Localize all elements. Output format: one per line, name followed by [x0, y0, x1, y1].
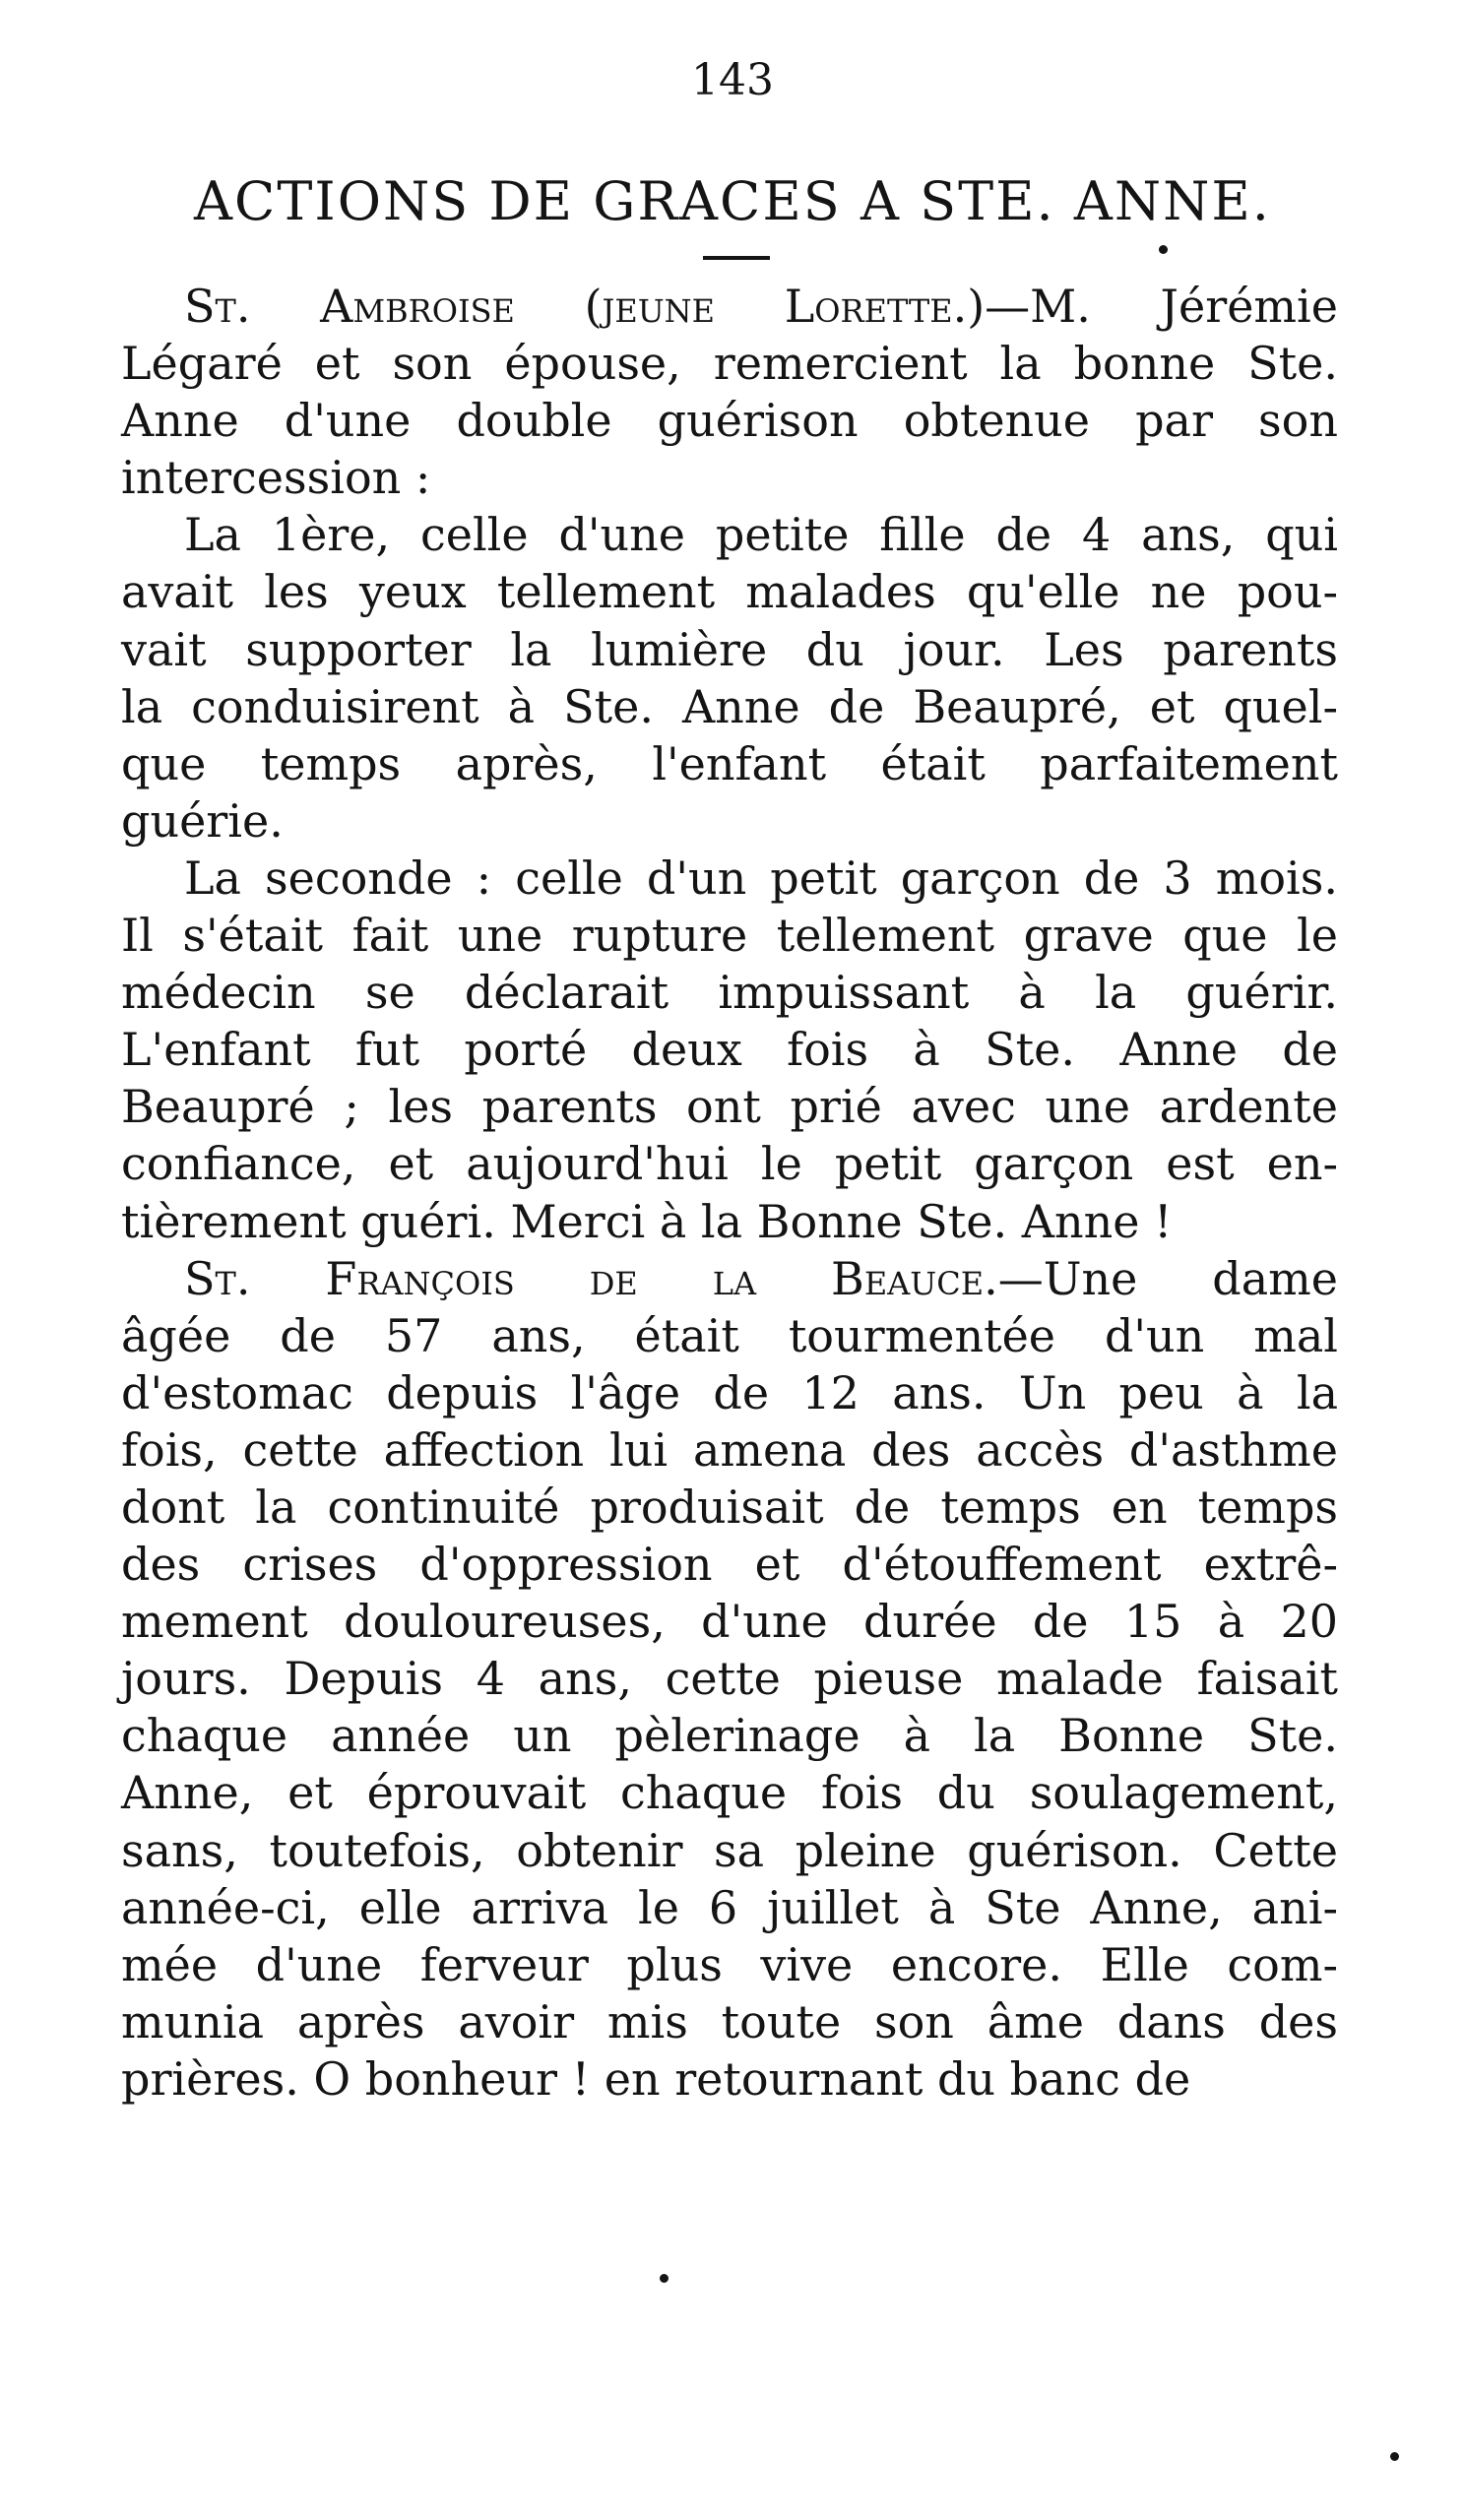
- line-text: que temps après, l'enfant était parfaitement: [121, 736, 1338, 790]
- text-line: [121, 1536, 1338, 1593]
- line-text: prières. O bonheur ! en retournant du banc de: [121, 2051, 1191, 2106]
- line-text: tièrement guéri. Merci à la Bonne Ste. Anne !: [121, 1194, 1173, 1248]
- line-text: médecin se déclarait impuissant à la guérir.: [121, 966, 1338, 1020]
- text-line: [121, 1879, 1338, 1936]
- text-line: [121, 678, 1338, 735]
- line-text: La seconde : celle d'un petit garçon de 3 mois.: [184, 850, 1338, 905]
- page-number: 143: [691, 55, 774, 105]
- line-text: Il s'était fait une rupture tellement grave que le: [121, 909, 1338, 963]
- text-line: [121, 1364, 1338, 1421]
- line-text: vait supporter la lumière du jour. Les parents: [121, 622, 1338, 676]
- text-line: [121, 964, 1338, 1021]
- line-text: intercession :: [121, 451, 431, 505]
- line-text: Anne d'une double guérison obtenue par son: [121, 394, 1338, 448]
- text-line: [121, 1936, 1338, 1993]
- text-line: [121, 1764, 1338, 1821]
- line-text: La 1ère, celle d'une petite fille de 4 ans, qui: [184, 508, 1338, 562]
- parish-name: St. François de la Beauce.: [184, 1251, 998, 1305]
- text-line: [121, 2050, 1338, 2108]
- line-text: d'estomac depuis l'âge de 12 ans. Un peu à la: [121, 1365, 1338, 1419]
- line-text: fois, cette affection lui amena des accès d'asthme: [121, 1422, 1338, 1477]
- line-text: sans, toutefois, obtenir sa pleine guérison. Cette: [121, 1823, 1338, 1877]
- print-speck: [1390, 2452, 1399, 2461]
- print-speck: [1159, 245, 1168, 254]
- text-line: [121, 1307, 1338, 1364]
- text-line: [121, 792, 1338, 850]
- print-speck: [660, 2274, 669, 2283]
- text-line: [121, 449, 1338, 506]
- paragraph: [121, 1250, 1338, 2108]
- line-text: la conduisirent à Ste. Anne de Beaupré, et quel-: [121, 679, 1338, 733]
- line-text: munia après avoir mis toute son âme dans des: [121, 1994, 1338, 2048]
- paragraph: [121, 850, 1338, 1250]
- line-text: mée d'une ferveur plus vive encore. Elle com-: [121, 1937, 1338, 1991]
- text-line: [121, 563, 1338, 620]
- text-line: [121, 1479, 1338, 1536]
- line-text: —M. Jérémie: [985, 280, 1338, 333]
- text-line: [121, 1250, 1338, 1307]
- text-line: [121, 1193, 1338, 1250]
- text-line: [121, 278, 1338, 335]
- text-line: [121, 506, 1338, 563]
- line-text: des crises d'oppression et d'étouffement extrê-: [121, 1538, 1338, 1592]
- line-text: mement douloureuses, d'une durée de 15 à 20: [121, 1595, 1338, 1649]
- page-title: ACTIONS DE GRACES A STE. ANNE.: [194, 170, 1271, 232]
- line-text: Beaupré ; les parents ont prié avec une ardente: [121, 1080, 1338, 1134]
- line-text: année-ci, elle arriva le 6 juillet à Ste Anne, ani-: [121, 1880, 1338, 1934]
- text-line: [121, 850, 1338, 907]
- line-text: âgée de 57 ans, était tourmentée d'un mal: [121, 1308, 1338, 1362]
- line-text: Anne, et éprouvait chaque fois du soulagement,: [121, 1766, 1338, 1820]
- text-line: [121, 1707, 1338, 1764]
- line-text: chaque année un pèlerinage à la Bonne Ste.: [121, 1709, 1338, 1763]
- paragraph: [121, 278, 1338, 506]
- body-text: [121, 278, 1338, 2108]
- text-line: [121, 1650, 1338, 1707]
- title-rule: [703, 256, 770, 260]
- text-line: [121, 1135, 1338, 1192]
- line-text: avait les yeux tellement malades qu'elle ne pou-: [121, 565, 1338, 619]
- line-text: L'enfant fut porté deux fois à Ste. Anne de: [121, 1023, 1338, 1077]
- text-line: [121, 1593, 1338, 1650]
- text-line: [121, 1993, 1338, 2050]
- line-text: —Une dame: [997, 1251, 1339, 1305]
- text-line: [121, 1078, 1338, 1135]
- text-line: [121, 1021, 1338, 1078]
- line-text: Légaré et son épouse, remercient la bonne Ste.: [121, 337, 1338, 391]
- line-text: dont la continuité produisait de temps en temps: [121, 1480, 1338, 1534]
- text-line: [121, 392, 1338, 449]
- line-text: confiance, et aujourd'hui le petit garçon est en-: [121, 1137, 1338, 1191]
- text-line: [121, 1822, 1338, 1879]
- text-line: [121, 335, 1338, 392]
- text-line: [121, 735, 1338, 792]
- paragraph: [121, 506, 1338, 850]
- text-line: [121, 621, 1338, 678]
- text-line: [121, 1421, 1338, 1479]
- line-text: jours. Depuis 4 ans, cette pieuse malade faisait: [121, 1652, 1338, 1706]
- line-text: guérie.: [121, 793, 284, 848]
- parish-name: St. Ambroise (jeune Lorette.): [184, 280, 986, 333]
- text-line: [121, 907, 1338, 964]
